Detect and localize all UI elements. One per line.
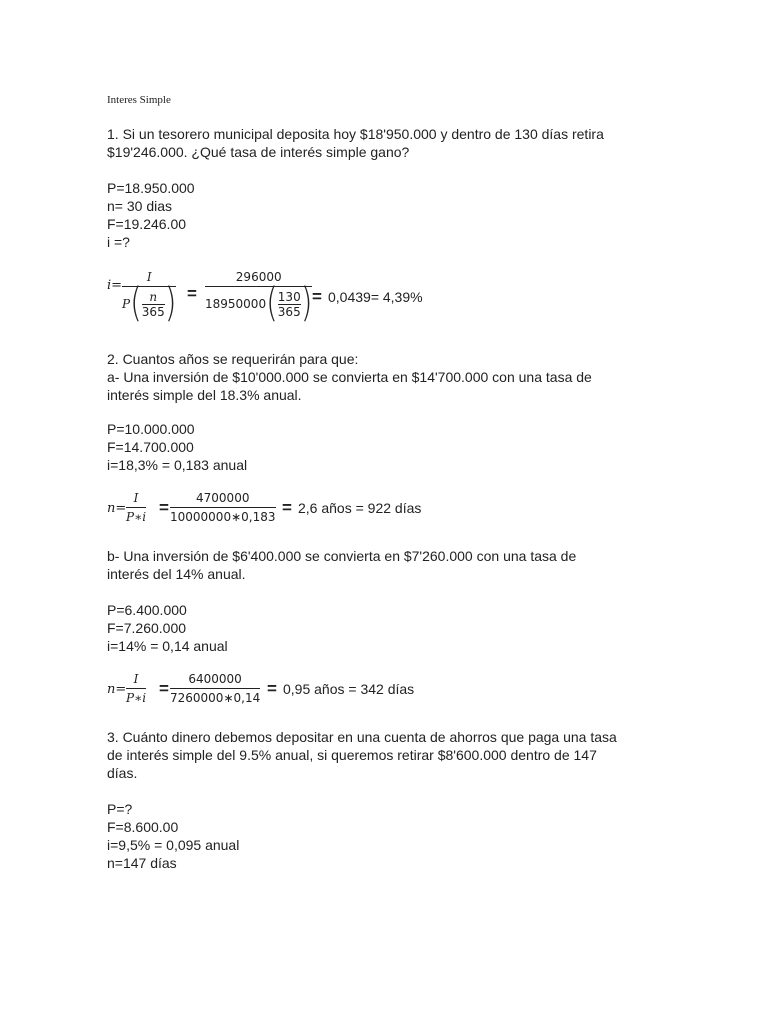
formula-2b-lhs: n= [107,682,127,697]
formula-2b-numerator-b: 6400000 [188,672,242,686]
formula-2a-numerator-a: I [133,491,139,505]
formula-1-denominator-coef: 18950000 [205,297,267,311]
formula-2b-fraction-b [170,672,260,705]
document-title: Interes Simple [107,94,171,106]
question-2a-data: P=10.000.000 F=14.700.000 i=18,3% = 0,183 anual [107,421,248,473]
formula-2a-denominator-a: P∗i [126,510,147,524]
formula-2a-equals-a: = [159,498,169,517]
formula-1-fraction-a: I P ( n 365 ) [122,270,177,327]
formula-2a-numerator-b: 4700000 [196,491,250,505]
formula-1-denominator-var: P [122,297,131,311]
formula-2b-denominator-a: P∗i [126,691,147,705]
formula-2a-equals-b: = [282,498,292,517]
formula-2b-denominator-b: 7260000∗0,14 [170,691,261,705]
formula-1-equals-a: = [187,284,197,303]
question-3-text: 3. Cuánto dinero debemos depositar en una cuenta de ahorros que paga una tasa de interés simple del 9.5% anual, si queremos retirar $8'600.000 dentro de 147 días. [107,729,617,781]
formula-2b-result: 0,95 años = 342 días [283,681,415,697]
question-1-text: 1. Si un tesorero municipal deposita hoy $18'950.000 y dentro de 130 días retira $19'246.000. ¿Qué tasa de interés simple gano? [107,126,604,160]
formula-2b-numerator-a: I [133,672,139,686]
question-1-data: P=18.950.000 n= 30 dias F=19.246.00 i =? [107,180,195,250]
formula-1-inner-den-a: 365 [141,304,165,319]
formula-1-inner-den-b: 365 [277,304,301,319]
question-2a-text: 2. Cuantos años se requerirán para que: a- Una inversión de $10'000.000 se convierta en $14'700.000 con una tasa de interés simple del 18.3% anual. [107,351,592,403]
formula-1-numerator-a: I [146,270,152,284]
formula-2b-fraction-a [126,672,146,705]
formula-1-lhs: i= [107,278,123,293]
formula-2a-denominator-b: 10000000∗0,183 [170,510,276,524]
question-2b-data: P=6.400.000 F=7.260.000 i=14% = 0,14 anual [107,602,228,654]
formula-2a-fraction-b [170,491,276,524]
formula-1-fraction-b: 296000 18950000 ( 130 365 ) [205,270,313,327]
formula-2a-fraction-a [126,491,146,524]
formula-2b-equals-b: = [267,679,277,698]
formula-1-inner-num-b: 130 [277,289,301,304]
question-3-data: P=? F=8.600.00 i=9,5% = 0,095 anual n=147 días [107,801,240,871]
formula-1-result: 0,0439= 4,39% [328,289,423,305]
formula-1-numerator-b: 296000 [235,270,282,284]
question-2b-text: b- Una inversión de $6'400.000 se convierta en $7'260.000 con una tasa de interés del 14% anual. [107,548,577,582]
formula-2a-result: 2,6 años = 922 días [298,500,422,516]
formula-1-equals-b: = [312,287,322,306]
formula-2a-lhs: n= [107,501,127,516]
formula-2b-equals-a: = [159,679,169,698]
formula-1-inner-num-a: n [149,289,158,304]
